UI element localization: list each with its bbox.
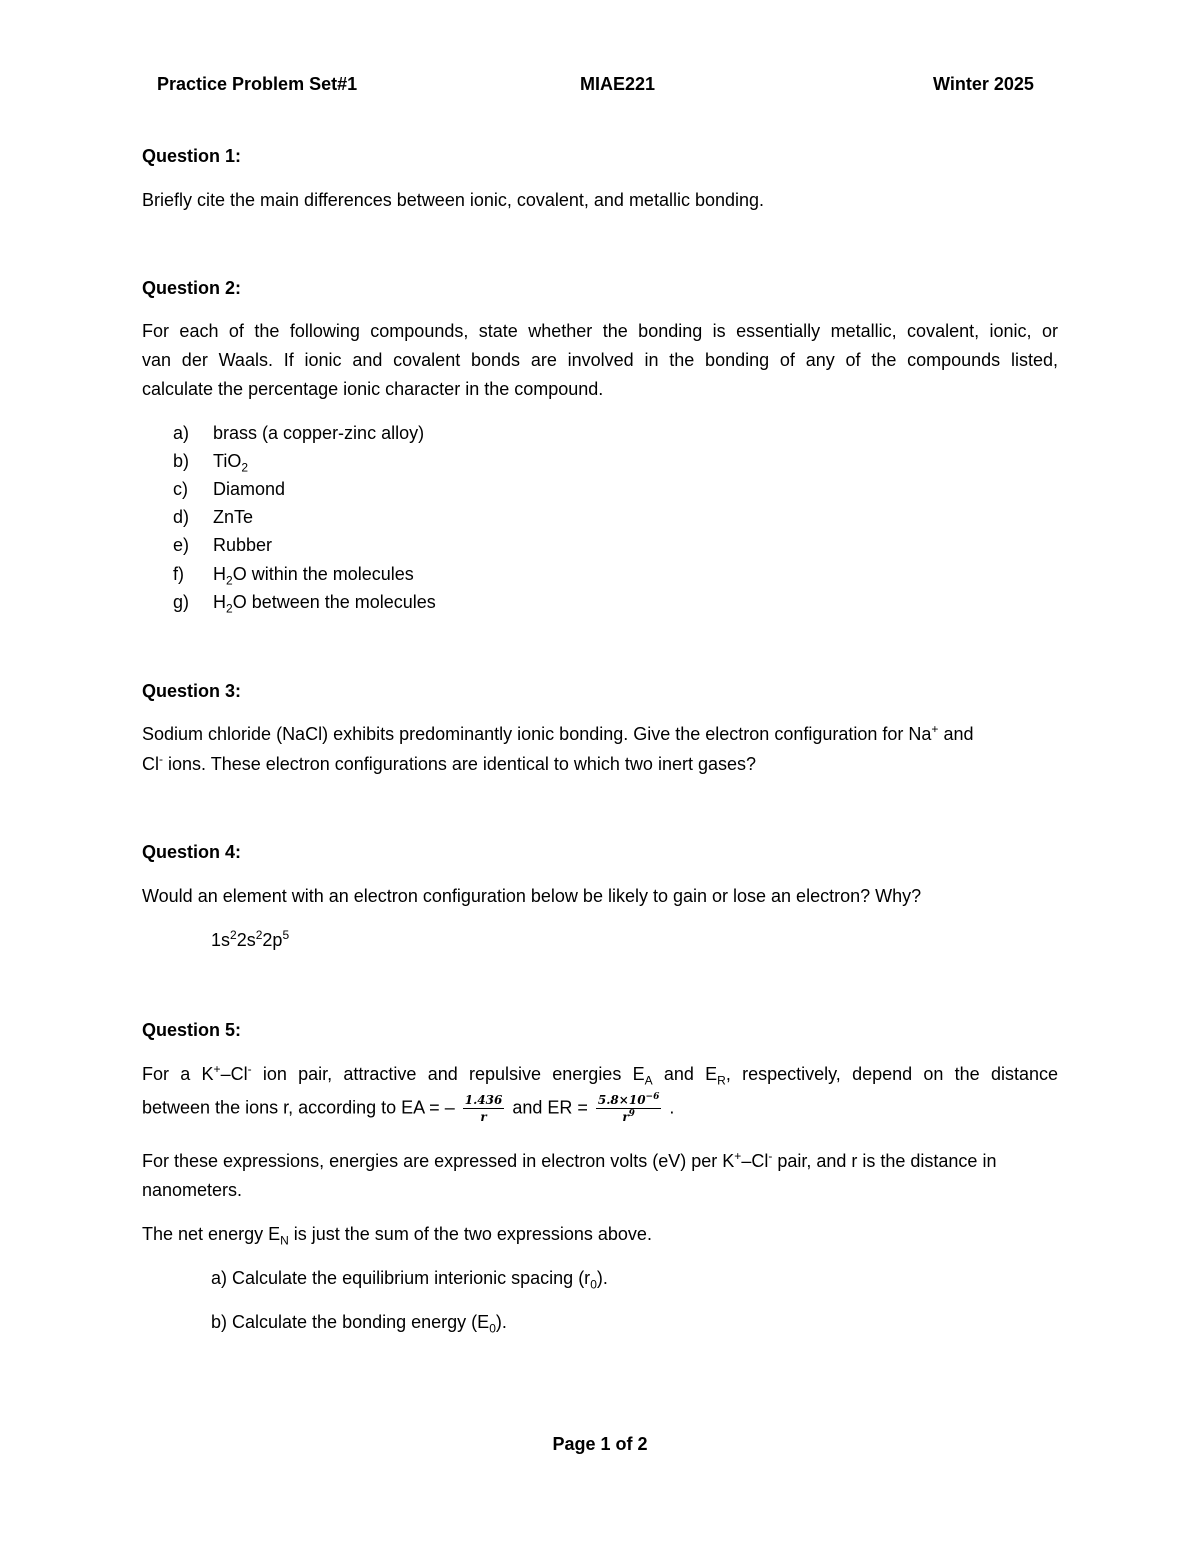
- fraction-denominator: [596, 1109, 661, 1124]
- repulsive-energy-fraction: [596, 1093, 661, 1124]
- header-term: Winter 2025: [933, 74, 1034, 94]
- superscript: -: [247, 1062, 252, 1076]
- question-5-para-2-line-1: [142, 1151, 996, 1172]
- question-5-line-2: [142, 1093, 674, 1124]
- text-span: Sodium chloride (NaCl) exhibits predominantly ionic bonding. Give the electron configuration for Na: [142, 724, 932, 744]
- text-span: is just the sum of the two expressions above.: [288, 1224, 652, 1244]
- text-span: between the ions r, according to EA = –: [142, 1097, 455, 1118]
- question-5-para-3: [142, 1224, 652, 1248]
- subscript: N: [280, 1233, 289, 1248]
- list-item: [173, 564, 414, 588]
- electron-configuration: [211, 930, 289, 951]
- text-span: and ER =: [512, 1097, 588, 1118]
- question-4-text: Would an element with an electron configuration below be likely to gain or lose an electron? Why?: [142, 886, 922, 906]
- list-item: [173, 592, 436, 616]
- superscript: 2: [230, 928, 237, 942]
- list-item-label: d): [173, 507, 190, 527]
- text-span: The net energy E: [142, 1224, 281, 1244]
- superscript: -: [159, 752, 163, 766]
- subscript: R: [717, 1073, 726, 1088]
- orbital: 2p: [262, 930, 283, 950]
- fraction-numerator: 1.436: [464, 1093, 503, 1107]
- list-item: [173, 423, 424, 444]
- question-3-line-2: [142, 754, 756, 775]
- superscript: 5: [282, 928, 290, 942]
- list-item-label: b): [173, 451, 190, 471]
- superscript: +: [931, 722, 939, 736]
- superscript: 2: [255, 928, 263, 942]
- list-item: [173, 507, 253, 528]
- list-item-text: O between the molecules: [232, 592, 436, 612]
- list-item-label: c): [173, 479, 188, 499]
- header-title: Practice Problem Set#1: [157, 74, 358, 94]
- question-4-title: Question 4:: [142, 842, 242, 862]
- subscript: 2: [226, 601, 233, 616]
- list-item-text: Diamond: [213, 479, 286, 499]
- question-5-title: Question 5:: [142, 1020, 242, 1040]
- list-item-text: TiO: [213, 451, 242, 471]
- subscript: A: [644, 1073, 653, 1088]
- list-item-label: a): [173, 423, 190, 443]
- list-item: [173, 479, 285, 500]
- text-span: pair, and r is the distance in: [772, 1151, 997, 1171]
- text-span: ion pair, attractive and repulsive energies E: [251, 1064, 645, 1084]
- question-1-title: Question 1:: [142, 146, 242, 166]
- fraction-denominator: r: [480, 1110, 487, 1124]
- attractive-energy-fraction: [463, 1093, 505, 1124]
- orbital: 2s: [236, 930, 256, 950]
- question-3-line-1: [142, 724, 973, 745]
- list-item-text: brass (a copper-zinc alloy): [213, 423, 425, 443]
- text-span: –Cl: [220, 1064, 248, 1084]
- fraction-numerator: [596, 1093, 661, 1109]
- list-item-text: H: [213, 564, 226, 584]
- question-2-line-3: calculate the percentage ionic character in the compound.: [142, 379, 604, 399]
- question-5-para-2-line-2: nanometers.: [142, 1180, 243, 1200]
- question-3-title: Question 3:: [142, 681, 242, 701]
- question-2-line-1: For each of the following compounds, state whether the bonding is essentially metallic, covalent, ionic, or: [142, 321, 1058, 341]
- list-item-text: H: [213, 592, 226, 612]
- subscript: 2: [226, 573, 233, 588]
- list-item: [173, 535, 272, 556]
- text-span: and: [938, 724, 974, 744]
- header-course: MIAE221: [580, 74, 656, 94]
- superscript: -: [768, 1149, 773, 1163]
- text-span: ).: [495, 1312, 507, 1332]
- superscript: +: [213, 1062, 221, 1076]
- text-span: Cl: [142, 754, 159, 774]
- text-span: .: [669, 1097, 675, 1118]
- text-span: , respectively, depend on the distance: [725, 1064, 1058, 1084]
- list-item-label: e): [173, 535, 190, 555]
- text-span: a) Calculate the equilibrium interionic spacing (r: [211, 1268, 591, 1288]
- subscript: 0: [489, 1321, 496, 1336]
- superscript: 9: [628, 1109, 635, 1119]
- list-item-text: ZnTe: [213, 507, 254, 527]
- page-number: Page 1 of 2: [552, 1434, 648, 1454]
- text-span: For these expressions, energies are expressed in electron volts (eV) per K: [142, 1151, 735, 1171]
- question-2-line-2: van der Waals. If ionic and covalent bonds are involved in the bonding of any of the compounds listed,: [142, 350, 1058, 370]
- text-span: –Cl: [741, 1151, 769, 1171]
- list-item-text: O within the molecules: [232, 564, 414, 584]
- text-span: ions. These electron configurations are identical to which two inert gases?: [163, 754, 756, 774]
- list-item-text: Rubber: [213, 535, 273, 555]
- list-item-label: g): [173, 592, 190, 612]
- superscript: +: [734, 1149, 742, 1163]
- question-5-part-a: [211, 1268, 608, 1292]
- question-1-text: Briefly cite the main differences between ionic, covalent, and metallic bonding.: [142, 190, 765, 210]
- text-span: r: [622, 1110, 629, 1124]
- question-2-title: Question 2:: [142, 278, 242, 298]
- text-span: For a K: [142, 1064, 214, 1084]
- question-5-part-b: [211, 1312, 507, 1336]
- orbital: 1s: [211, 930, 231, 950]
- text-span: b) Calculate the bonding energy (E: [211, 1312, 490, 1332]
- list-item-label: f): [173, 564, 184, 584]
- subscript: 0: [590, 1277, 597, 1292]
- text-span: ).: [596, 1268, 608, 1288]
- question-5-line-1: [142, 1062, 1058, 1088]
- text-span: 5.8×10: [597, 1093, 646, 1107]
- list-item: [173, 451, 249, 475]
- superscript: −6: [645, 1092, 660, 1102]
- subscript: 2: [241, 460, 249, 475]
- text-span: and E: [652, 1064, 718, 1084]
